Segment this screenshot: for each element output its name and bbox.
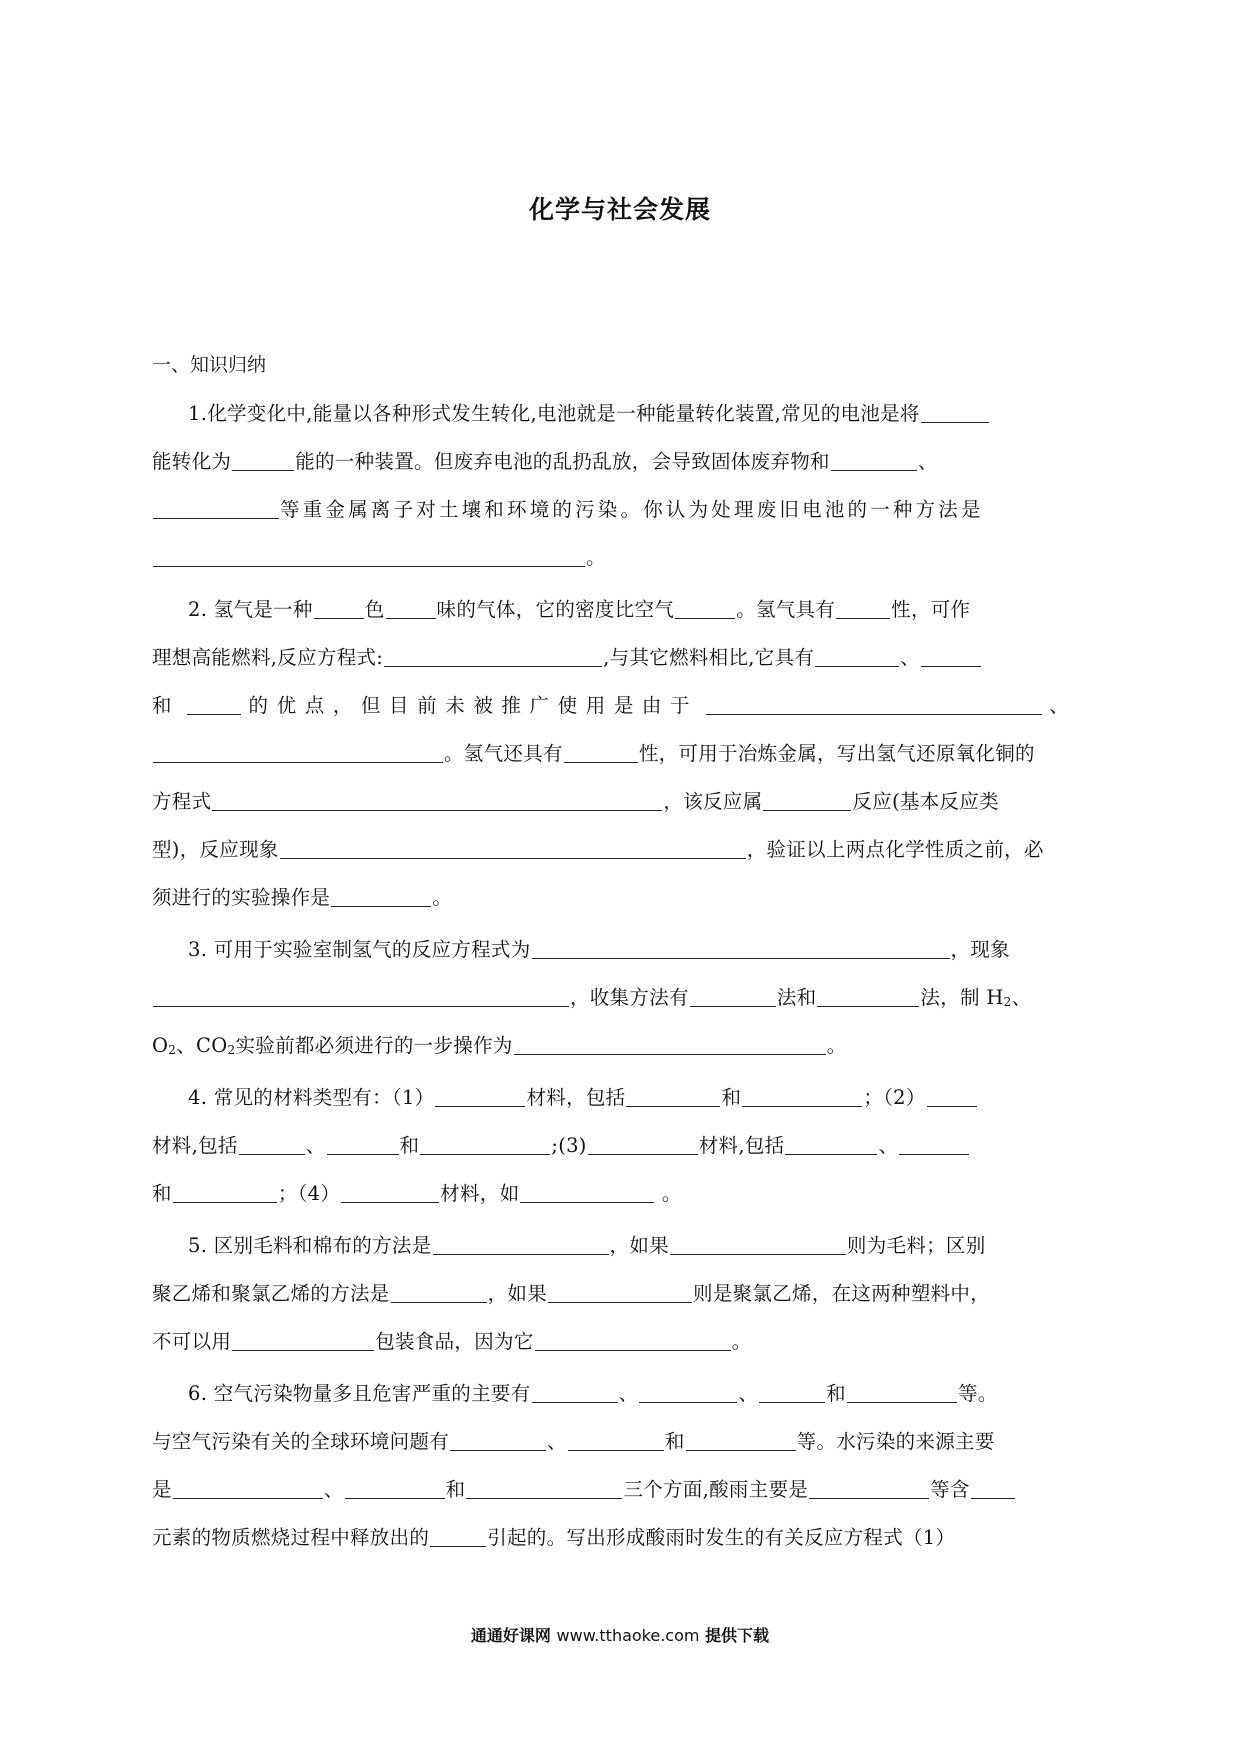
fill-blank[interactable] — [921, 402, 989, 423]
fill-blank[interactable] — [921, 646, 981, 667]
fill-blank[interactable] — [588, 1134, 698, 1155]
page-footer — [0, 1623, 1240, 1646]
fill-blank[interactable] — [384, 646, 602, 667]
q1-line-3: 等重金属离子对土壤和环境的污染。你认为处理废旧电池的一种方法是 — [152, 494, 1095, 522]
q2-line-2: 理想高能燃料,反应方程式: ,与其它燃料相比,它具有 、 — [152, 642, 1095, 670]
q3-line-2: ，收集方法有 法和 法，制 $H_2$、 — [152, 982, 1095, 1010]
q2-line-7: 须进行的实验操作是 。 — [152, 886, 453, 909]
fill-blank[interactable] — [742, 1086, 862, 1107]
footer-suffix: 提供下载 — [705, 1626, 770, 1645]
q4-line-3: 和 ；（4） 材料，如 。 — [152, 1182, 682, 1205]
fill-blank[interactable] — [232, 1330, 374, 1351]
fill-blank[interactable] — [532, 938, 950, 959]
fill-blank[interactable] — [341, 1182, 439, 1203]
q5-line-2: 聚乙烯和聚氯乙烯的方法是 ，如果 则是聚氯乙烯，在这两种塑料中， — [152, 1282, 991, 1305]
q2-line-6: 型)，反应现象 ，验证以上两点化学性质之前，必 — [152, 838, 1044, 861]
fill-blank[interactable] — [706, 694, 1042, 715]
q5-line-1: 5. 区别毛料和棉布的方法是 ，如果 则为毛料；区别 — [188, 1234, 986, 1257]
footer-url[interactable]: www.tthaoke.com — [556, 1626, 700, 1645]
fill-blank[interactable] — [690, 986, 776, 1007]
fill-blank[interactable] — [212, 790, 662, 811]
fill-blank[interactable] — [626, 1086, 720, 1107]
fill-blank[interactable] — [232, 450, 294, 471]
q3-line-1: 3. 可用于实验室制氢气的反应方程式为 ，现象 — [188, 938, 1010, 961]
fill-blank[interactable] — [327, 1134, 399, 1155]
fill-blank[interactable] — [435, 1086, 525, 1107]
fill-blank[interactable] — [836, 598, 890, 619]
q2-line-3: 和 的优点，但目前未被推广使用是由于 、 — [152, 694, 1069, 717]
fill-blank[interactable] — [675, 598, 735, 619]
q6-line-2: 与空气污染有关的全球环境问题有 、 和 等。水污染的来源主要 — [152, 1430, 995, 1453]
fill-blank[interactable] — [280, 838, 746, 859]
fill-blank[interactable] — [153, 546, 585, 567]
fill-blank[interactable] — [466, 1478, 622, 1499]
fill-blank[interactable] — [568, 1430, 664, 1451]
fill-blank[interactable] — [187, 694, 241, 715]
q5-line-3: 不可以用 包装食品，因为它 。 — [152, 1330, 752, 1353]
fill-blank[interactable] — [391, 1282, 487, 1303]
footer-site-name: 通通好课网 — [470, 1626, 551, 1645]
q3-line-3: $O_2$、$CO_2$实验前都必须进行的一步操作为 。 — [152, 1034, 847, 1057]
page-title: 化学与社会发展 — [528, 195, 711, 224]
fill-blank[interactable] — [815, 646, 899, 667]
q4-line-2: 材料,包括 、 和 ;(3) 材料,包括 、 — [152, 1130, 1095, 1158]
fill-blank[interactable] — [899, 1134, 969, 1155]
fill-blank[interactable] — [831, 450, 917, 471]
fill-blank[interactable] — [520, 1182, 654, 1203]
fill-blank[interactable] — [433, 1234, 609, 1255]
fill-blank[interactable] — [670, 1234, 846, 1255]
fill-blank[interactable] — [173, 1478, 323, 1499]
q1-line-1: 1.化学变化中,能量以各种形式发生转化,电池就是一种能量转化装置,常见的电池是将 — [188, 398, 1095, 426]
fill-blank[interactable] — [847, 1382, 957, 1403]
q6-line-4: 元素的物质燃烧过程中释放出的 引起的。写出形成酸雨时发生的有关反应方程式（1） — [152, 1526, 956, 1549]
fill-blank[interactable] — [785, 1134, 877, 1155]
fill-blank[interactable] — [153, 498, 279, 519]
q1-line-2: 能转化为 能的一种装置。但废弃电池的乱扔乱放，会导致固体废弃物和 、 — [152, 450, 938, 473]
fill-blank[interactable] — [817, 986, 919, 1007]
fill-blank[interactable] — [763, 790, 851, 811]
fill-blank[interactable] — [331, 886, 431, 907]
q4-line-1: 4. 常见的材料类型有：（1） 材料，包括 和 ；（2） — [188, 1082, 1095, 1110]
fill-blank[interactable] — [686, 1430, 796, 1451]
fill-blank[interactable] — [430, 1526, 486, 1547]
fill-blank[interactable] — [450, 1430, 546, 1451]
q6-line-1: 6. 空气污染物量多且危害严重的主要有 、 、 和 等。 — [188, 1382, 998, 1405]
fill-blank[interactable] — [971, 1478, 1015, 1499]
fill-blank[interactable] — [153, 742, 443, 763]
fill-blank[interactable] — [386, 598, 436, 619]
fill-blank[interactable] — [532, 1382, 618, 1403]
fill-blank[interactable] — [153, 986, 569, 1007]
fill-blank[interactable] — [420, 1134, 550, 1155]
q1-line-4: 。 — [152, 542, 1095, 570]
fill-blank[interactable] — [548, 1282, 692, 1303]
fill-blank[interactable] — [759, 1382, 825, 1403]
fill-blank[interactable] — [809, 1478, 929, 1499]
fill-blank[interactable] — [173, 1182, 277, 1203]
fill-blank[interactable] — [927, 1086, 977, 1107]
fill-blank[interactable] — [314, 598, 364, 619]
q2-line-5: 方程式 ，该反应属 反应(基本反应类 — [152, 790, 999, 813]
fill-blank[interactable] — [514, 1034, 826, 1055]
q6-line-3: 是 、 和 三个方面,酸雨主要是 等含 — [152, 1474, 1095, 1502]
fill-blank[interactable] — [564, 742, 638, 763]
q2-line-1: 2. 氢气是一种 色 味的气体，它的密度比空气 。氢气具有 性，可作 — [188, 598, 971, 621]
fill-blank[interactable] — [239, 1134, 305, 1155]
fill-blank[interactable] — [639, 1382, 737, 1403]
fill-blank[interactable] — [345, 1478, 445, 1499]
fill-blank[interactable] — [535, 1330, 731, 1351]
section-heading: 一、知识归纳 — [152, 354, 267, 376]
q2-line-4: 。氢气还具有 性，可用于冶炼金属，写出氢气还原氧化铜的 — [152, 738, 1095, 766]
